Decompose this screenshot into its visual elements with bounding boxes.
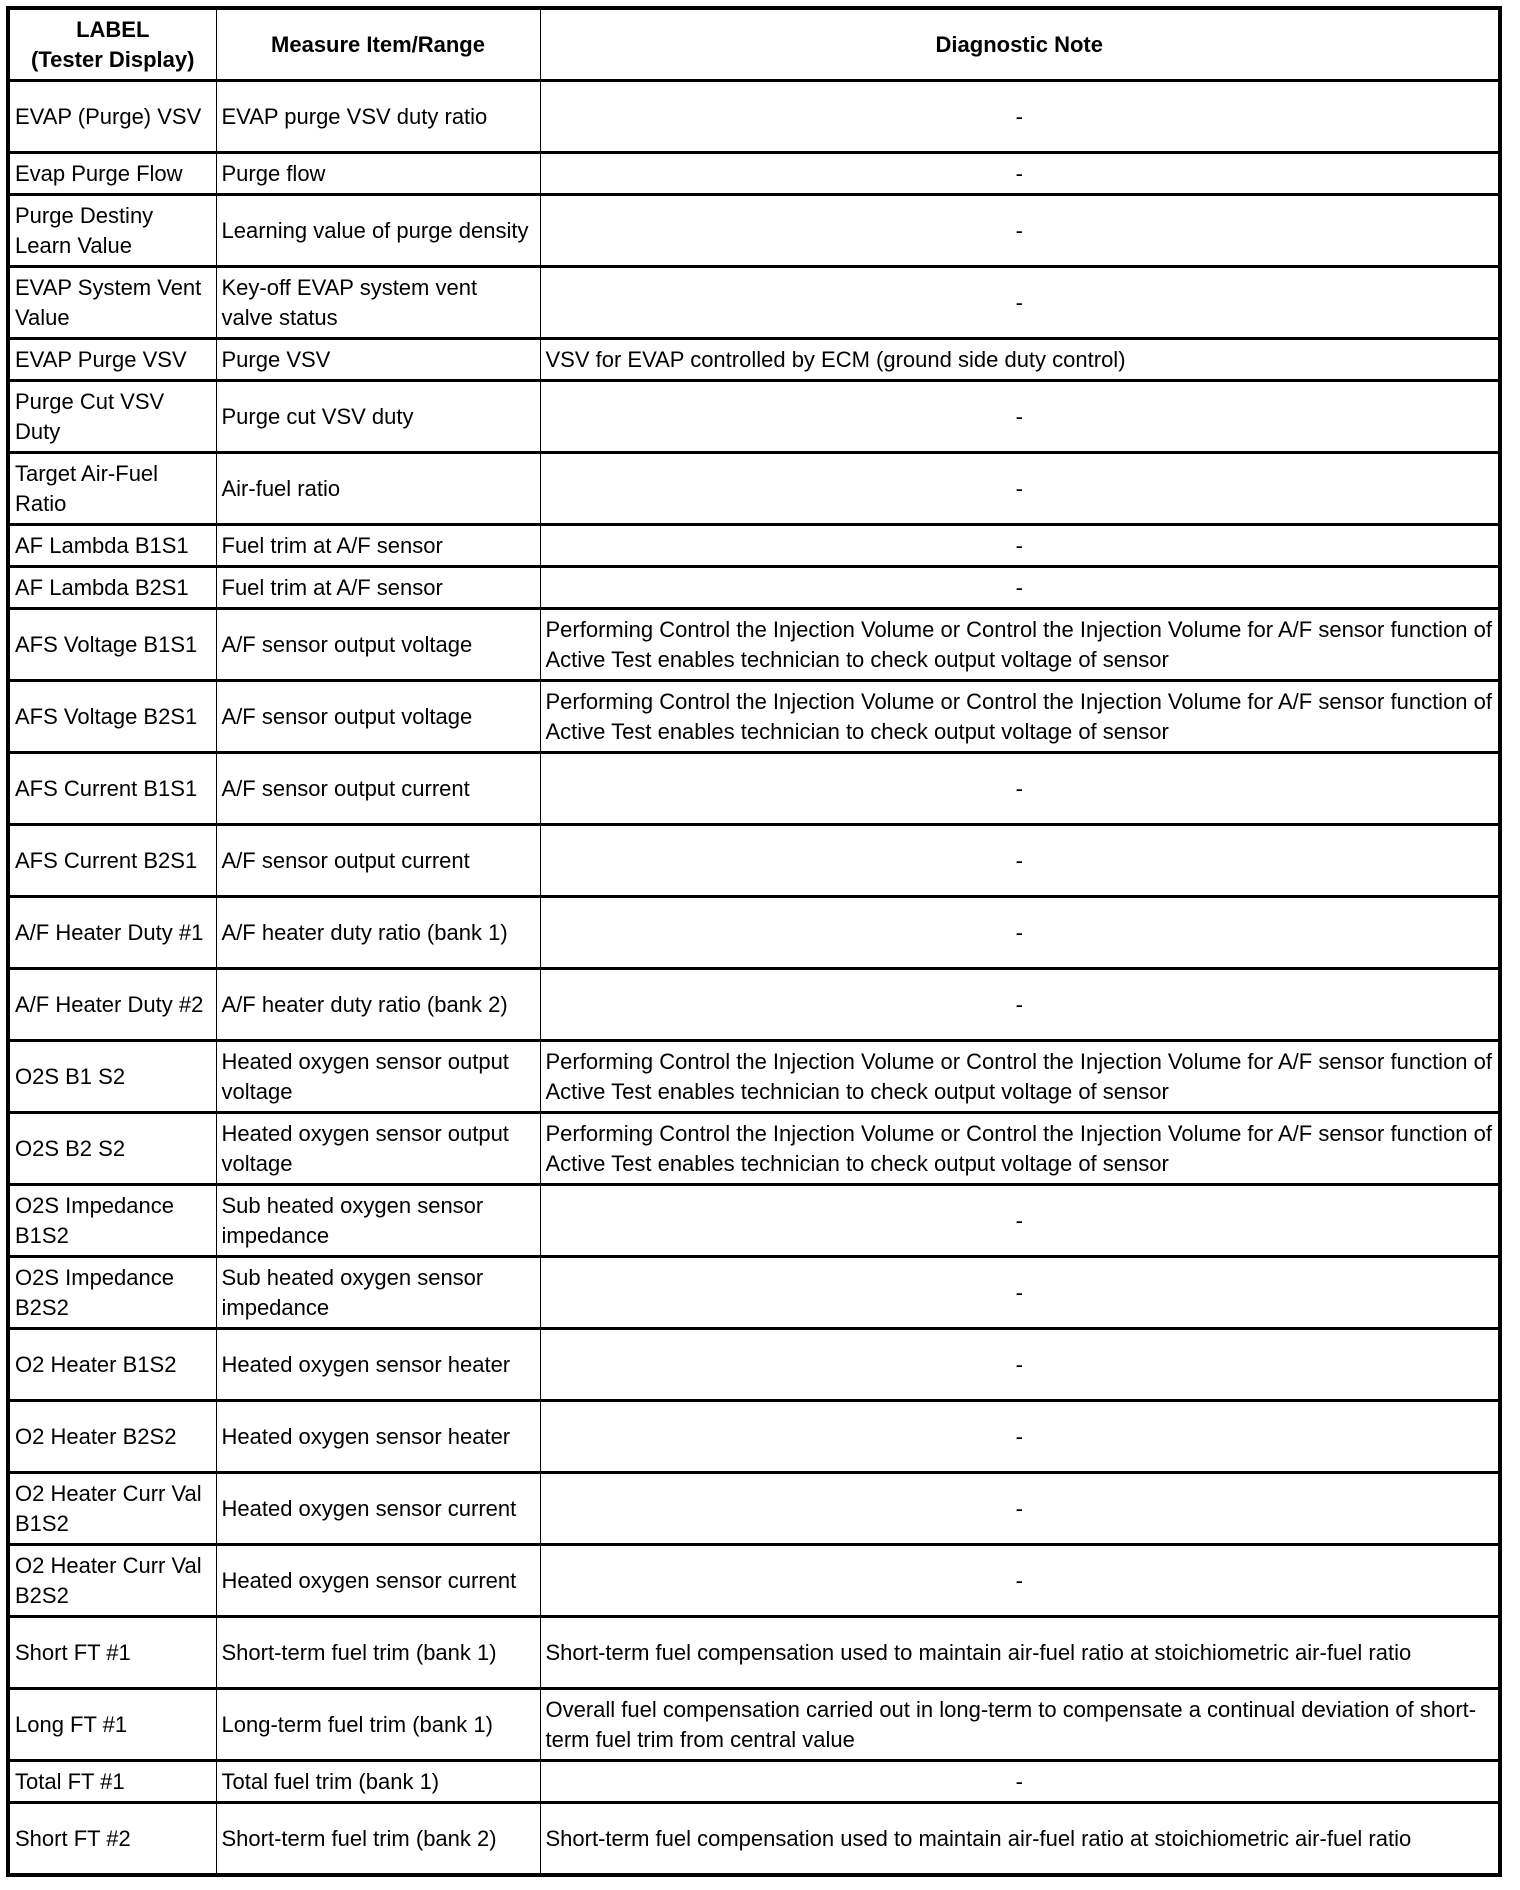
table-row (8, 1257, 1500, 1329)
cell-label: O2S Impedance B1S2 (8, 1185, 216, 1257)
cell-label: Total FT #1 (8, 1761, 216, 1803)
cell-note: VSV for EVAP controlled by ECM (ground side duty control) (540, 339, 1500, 381)
cell-label: AFS Current B1S1 (8, 753, 216, 825)
table-row (8, 1329, 1500, 1401)
cell-note: - (540, 1545, 1500, 1617)
table-row (8, 825, 1500, 897)
table-row (8, 381, 1500, 453)
header-label (8, 8, 216, 81)
table-row (8, 1113, 1500, 1185)
header-label-line1: LABEL (76, 16, 150, 42)
cell-note: - (540, 153, 1500, 195)
cell-label: AFS Current B2S1 (8, 825, 216, 897)
cell-note: - (540, 195, 1500, 267)
cell-note: - (540, 525, 1500, 567)
table-row (8, 1689, 1500, 1761)
cell-measure: Fuel trim at A/F sensor (216, 567, 540, 609)
cell-label: AFS Voltage B1S1 (8, 609, 216, 681)
cell-measure: Heated oxygen sensor current (216, 1545, 540, 1617)
cell-measure: Heated oxygen sensor output voltage (216, 1041, 540, 1113)
cell-label: EVAP System Vent Value (8, 267, 216, 339)
table-row (8, 681, 1500, 753)
cell-label: O2 Heater B2S2 (8, 1401, 216, 1473)
cell-measure: Heated oxygen sensor heater (216, 1329, 540, 1401)
cell-note: Performing Control the Injection Volume or Control the Injection Volume for A/F sensor function of Active Test enables technician to check output voltage of sensor (540, 681, 1500, 753)
cell-note: - (540, 1761, 1500, 1803)
cell-measure: Fuel trim at A/F sensor (216, 525, 540, 567)
cell-measure: A/F heater duty ratio (bank 1) (216, 897, 540, 969)
cell-measure: A/F sensor output current (216, 753, 540, 825)
cell-measure: Heated oxygen sensor output voltage (216, 1113, 540, 1185)
table-row (8, 525, 1500, 567)
cell-label: Evap Purge Flow (8, 153, 216, 195)
table-row (8, 1185, 1500, 1257)
cell-label: Short FT #1 (8, 1617, 216, 1689)
header-row (8, 8, 1500, 81)
cell-note: - (540, 1257, 1500, 1329)
cell-note: Performing Control the Injection Volume or Control the Injection Volume for A/F sensor function of Active Test enables technician to check output voltage of sensor (540, 1113, 1500, 1185)
cell-note: - (540, 453, 1500, 525)
cell-note: - (540, 567, 1500, 609)
table-row (8, 1545, 1500, 1617)
cell-label: A/F Heater Duty #1 (8, 897, 216, 969)
cell-note: Overall fuel compensation carried out in long-term to compensate a continual deviation of short-term fuel trim from central value (540, 1689, 1500, 1761)
table-row (8, 1761, 1500, 1803)
cell-measure: Key-off EVAP system vent valve status (216, 267, 540, 339)
cell-label: EVAP (Purge) VSV (8, 81, 216, 153)
cell-note: - (540, 1329, 1500, 1401)
cell-label: Purge Cut VSV Duty (8, 381, 216, 453)
cell-label: O2 Heater B1S2 (8, 1329, 216, 1401)
table-row (8, 1803, 1500, 1876)
cell-measure: Short-term fuel trim (bank 2) (216, 1803, 540, 1876)
cell-label: A/F Heater Duty #2 (8, 969, 216, 1041)
cell-measure: Sub heated oxygen sensor impedance (216, 1185, 540, 1257)
cell-note: - (540, 381, 1500, 453)
cell-note: - (540, 753, 1500, 825)
cell-note: - (540, 897, 1500, 969)
table-row (8, 153, 1500, 195)
cell-note: - (540, 1185, 1500, 1257)
cell-label: Target Air-Fuel Ratio (8, 453, 216, 525)
table-row (8, 1473, 1500, 1545)
cell-note: - (540, 825, 1500, 897)
cell-note: - (540, 267, 1500, 339)
cell-note: - (540, 969, 1500, 1041)
cell-measure: Purge flow (216, 153, 540, 195)
cell-label: O2 Heater Curr Val B1S2 (8, 1473, 216, 1545)
table-row (8, 1401, 1500, 1473)
cell-measure: Purge cut VSV duty (216, 381, 540, 453)
table-row (8, 753, 1500, 825)
cell-measure: A/F sensor output voltage (216, 681, 540, 753)
cell-measure: Sub heated oxygen sensor impedance (216, 1257, 540, 1329)
table-row (8, 195, 1500, 267)
table-row (8, 339, 1500, 381)
table-row (8, 81, 1500, 153)
cell-note: - (540, 1473, 1500, 1545)
table-row (8, 1041, 1500, 1113)
cell-label: O2S Impedance B2S2 (8, 1257, 216, 1329)
cell-measure: Learning value of purge density (216, 195, 540, 267)
cell-measure: Purge VSV (216, 339, 540, 381)
cell-measure: Long-term fuel trim (bank 1) (216, 1689, 540, 1761)
cell-measure: Short-term fuel trim (bank 1) (216, 1617, 540, 1689)
cell-label: AFS Voltage B2S1 (8, 681, 216, 753)
cell-label: EVAP Purge VSV (8, 339, 216, 381)
cell-measure: A/F sensor output voltage (216, 609, 540, 681)
cell-measure: EVAP purge VSV duty ratio (216, 81, 540, 153)
cell-note: - (540, 81, 1500, 153)
cell-measure: A/F heater duty ratio (bank 2) (216, 969, 540, 1041)
cell-label: AF Lambda B2S1 (8, 567, 216, 609)
table-row (8, 267, 1500, 339)
header-label-line2: (Tester Display) (31, 46, 195, 72)
cell-label: O2S B2 S2 (8, 1113, 216, 1185)
cell-note: - (540, 1401, 1500, 1473)
table-row (8, 897, 1500, 969)
cell-label: Purge Destiny Learn Value (8, 195, 216, 267)
cell-label: Short FT #2 (8, 1803, 216, 1876)
cell-label: O2 Heater Curr Val B2S2 (8, 1545, 216, 1617)
table-row (8, 609, 1500, 681)
table-row (8, 1617, 1500, 1689)
cell-measure: Heated oxygen sensor heater (216, 1401, 540, 1473)
cell-note: Performing Control the Injection Volume or Control the Injection Volume for A/F sensor function of Active Test enables technician to check output voltage of sensor (540, 1041, 1500, 1113)
cell-label: AF Lambda B1S1 (8, 525, 216, 567)
data-list-table (6, 6, 1502, 1877)
table-row (8, 567, 1500, 609)
cell-measure: Total fuel trim (bank 1) (216, 1761, 540, 1803)
cell-measure: Air-fuel ratio (216, 453, 540, 525)
cell-note: Short-term fuel compensation used to maintain air-fuel ratio at stoichiometric air-fuel ratio (540, 1803, 1500, 1876)
header-note: Diagnostic Note (540, 8, 1500, 81)
cell-label: O2S B1 S2 (8, 1041, 216, 1113)
cell-measure: A/F sensor output current (216, 825, 540, 897)
cell-label: Long FT #1 (8, 1689, 216, 1761)
header-measure: Measure Item/Range (216, 8, 540, 81)
cell-note: Performing Control the Injection Volume or Control the Injection Volume for A/F sensor function of Active Test enables technician to check output voltage of sensor (540, 609, 1500, 681)
table-row (8, 453, 1500, 525)
table-row (8, 969, 1500, 1041)
cell-measure: Heated oxygen sensor current (216, 1473, 540, 1545)
cell-note: Short-term fuel compensation used to maintain air-fuel ratio at stoichiometric air-fuel ratio (540, 1617, 1500, 1689)
